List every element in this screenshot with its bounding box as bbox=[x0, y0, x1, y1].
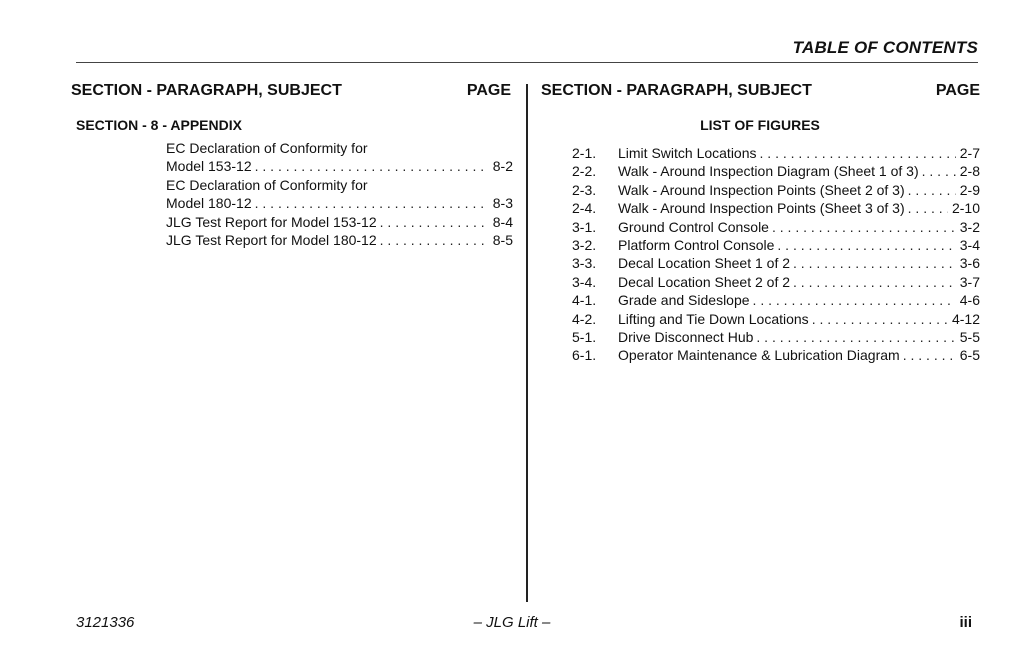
figure-entry[interactable] bbox=[572, 162, 980, 180]
figure-entry[interactable] bbox=[572, 218, 980, 236]
figure-number: 3-2. bbox=[572, 236, 597, 253]
toc-entry-text: Model 180-12 bbox=[166, 195, 252, 212]
dot-leader bbox=[790, 254, 956, 272]
toc-line-text: EC Declaration of Conformity for bbox=[166, 140, 368, 156]
figure-page: 3-6 bbox=[959, 255, 980, 272]
dot-leader bbox=[377, 213, 489, 231]
figure-page: 3-4 bbox=[959, 236, 980, 253]
right-page-label: PAGE bbox=[935, 82, 980, 99]
toc-line-text: EC Declaration of Conformity for bbox=[166, 176, 368, 193]
toc-entry-page: 8-3 bbox=[492, 195, 513, 212]
figure-title: Operator Maintenance & Lubrication Diagram bbox=[618, 347, 900, 364]
column-divider bbox=[526, 84, 528, 602]
toc-line bbox=[166, 139, 513, 157]
toc-line bbox=[166, 176, 513, 194]
dot-leader bbox=[252, 194, 489, 212]
figure-title: Ground Control Console bbox=[618, 218, 769, 235]
figure-number: 2-4. bbox=[572, 200, 597, 217]
figure-number: 2-3. bbox=[572, 181, 597, 198]
figure-page: 2-9 bbox=[959, 181, 980, 198]
header-rule bbox=[76, 62, 978, 63]
figure-title: Grade and Sideslope bbox=[618, 292, 750, 309]
toc-entry[interactable] bbox=[166, 157, 513, 175]
figure-number: 6-1. bbox=[572, 347, 597, 364]
figure-number: 4-1. bbox=[572, 292, 597, 309]
dot-leader bbox=[790, 273, 956, 291]
footer-page-number: iii bbox=[959, 614, 972, 631]
toc-entry[interactable] bbox=[166, 213, 513, 231]
figure-page: 2-8 bbox=[959, 163, 980, 180]
figure-page: 5-5 bbox=[959, 328, 980, 345]
figure-entry[interactable] bbox=[572, 310, 980, 328]
figure-entry[interactable] bbox=[572, 346, 980, 364]
figure-entry[interactable] bbox=[572, 144, 980, 162]
figure-page: 4-6 bbox=[959, 292, 980, 309]
figure-page: 3-2 bbox=[959, 218, 980, 235]
right-column-heading bbox=[541, 82, 980, 100]
figure-number: 5-1. bbox=[572, 328, 597, 345]
toc-entry[interactable] bbox=[166, 194, 513, 212]
figure-title: Drive Disconnect Hub bbox=[618, 328, 754, 345]
figure-entry[interactable] bbox=[572, 291, 980, 309]
dot-leader bbox=[774, 236, 955, 254]
figure-title: Limit Switch Locations bbox=[618, 145, 757, 161]
figure-number: 2-1. bbox=[572, 145, 597, 161]
appendix-entries bbox=[166, 139, 513, 249]
figure-title: Decal Location Sheet 1 of 2 bbox=[618, 255, 791, 272]
figure-number: 4-2. bbox=[572, 310, 597, 327]
footer-doc-number: 3121336 bbox=[76, 614, 135, 631]
dot-leader bbox=[252, 157, 489, 175]
left-page-label: PAGE bbox=[466, 82, 511, 99]
dot-leader bbox=[919, 162, 956, 180]
dot-leader bbox=[377, 231, 489, 249]
figure-title: Walk - Around Inspection Points (Sheet 3 of 3) bbox=[618, 200, 905, 217]
dot-leader bbox=[809, 310, 948, 328]
toc-entry-text: Model 153-12 bbox=[166, 158, 252, 175]
figure-title: Walk - Around Inspection Diagram (Sheet 1 of 3) bbox=[618, 163, 919, 180]
dot-leader bbox=[757, 144, 956, 162]
figure-entry[interactable] bbox=[572, 254, 980, 272]
figure-number: 2-2. bbox=[572, 163, 597, 180]
figure-page: 6-5 bbox=[959, 347, 980, 364]
figure-title: Walk - Around Inspection Points (Sheet 2 of 3) bbox=[618, 181, 905, 198]
figure-number: 3-1. bbox=[572, 218, 597, 235]
dot-leader bbox=[750, 291, 956, 309]
list-of-figures-heading: LIST OF FIGURES bbox=[700, 117, 820, 133]
figure-entry[interactable] bbox=[572, 181, 980, 199]
right-column-heading-label: SECTION - PARAGRAPH, SUBJECT bbox=[541, 82, 812, 99]
dot-leader bbox=[769, 218, 956, 236]
toc-entry-text: JLG Test Report for Model 180-12 bbox=[166, 231, 377, 248]
figure-title: Platform Control Console bbox=[618, 236, 775, 253]
figure-entry[interactable] bbox=[572, 236, 980, 254]
toc-entry[interactable] bbox=[166, 231, 513, 249]
figure-page: 2-7 bbox=[959, 145, 980, 161]
section-heading: SECTION - 8 - APPENDIX bbox=[76, 117, 242, 133]
figure-page: 4-12 bbox=[951, 310, 980, 327]
figure-entry[interactable] bbox=[572, 273, 980, 291]
figure-entry[interactable] bbox=[572, 199, 980, 217]
figure-list bbox=[572, 144, 980, 365]
dot-leader bbox=[905, 181, 956, 199]
dot-leader bbox=[900, 346, 956, 364]
figure-page: 3-7 bbox=[959, 273, 980, 290]
toc-entry-page: 8-5 bbox=[492, 231, 513, 248]
toc-entry-page: 8-4 bbox=[492, 213, 513, 230]
figure-title: Decal Location Sheet 2 of 2 bbox=[618, 273, 791, 290]
dot-leader bbox=[905, 199, 948, 217]
figure-title: Lifting and Tie Down Locations bbox=[618, 310, 809, 327]
page-title: TABLE OF CONTENTS bbox=[792, 38, 978, 57]
figure-entry[interactable] bbox=[572, 328, 980, 346]
figure-number: 3-4. bbox=[572, 273, 597, 290]
left-column-heading bbox=[71, 82, 511, 100]
footer-center: – JLG Lift – bbox=[473, 614, 551, 631]
figure-page: 2-10 bbox=[951, 200, 980, 217]
toc-entry-page: 8-2 bbox=[492, 158, 513, 175]
toc-entry-text: JLG Test Report for Model 153-12 bbox=[166, 213, 377, 230]
figure-number: 3-3. bbox=[572, 255, 597, 272]
dot-leader bbox=[753, 328, 955, 346]
left-column-heading-label: SECTION - PARAGRAPH, SUBJECT bbox=[71, 82, 342, 99]
